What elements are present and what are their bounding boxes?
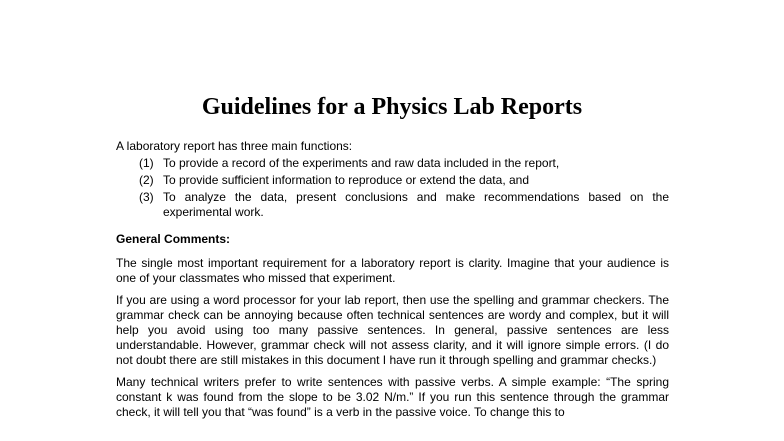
paragraph: The single most important requirement for a laboratory report is clarity. Imagine that your audience is one of your classmates who missed that experiment.	[116, 256, 669, 285]
functions-list	[116, 156, 669, 220]
list-item	[116, 173, 669, 188]
list-item-number: (2)	[139, 173, 154, 187]
document-title: Guidelines for a Physics Lab Reports	[201, 94, 583, 120]
list-item	[116, 156, 669, 171]
list-item-number: (1)	[139, 156, 154, 170]
paragraph: If you are using a word processor for your lab report, then use the spelling and grammar checkers. The grammar check can be annoying because often technical sentences are wordy and complex, but it will help you avoid using too many passive sentences. In general, passive sentences are less understandable. However, grammar check will not assess clarity, and it will ignore simple errors. (I do not doubt there are still mistakes in this document I have run it through spelling and grammar checks.)	[116, 293, 669, 367]
paragraph: Many technical writers prefer to write sentences with passive verbs. A simple example: “The spring constant k was found from the slope to be 3.02 N/m.” If you run this sentence through the grammar check, it will tell you that “was found” is a verb in the passive voice. To change this to	[116, 375, 669, 419]
list-item-text: To provide a record of the experiments and raw data included in the report,	[163, 156, 560, 170]
document-body	[116, 139, 669, 427]
intro-text: A laboratory report has three main functions:	[116, 139, 353, 153]
list-item-number: (3)	[139, 190, 154, 204]
list-item-text: To provide sufficient information to reproduce or extend the data, and	[163, 173, 530, 187]
list-item-text: To analyze the data, present conclusions and make recommendations based on the experimental work.	[163, 190, 669, 219]
section-heading: General Comments:	[116, 232, 231, 246]
list-item	[116, 190, 669, 220]
